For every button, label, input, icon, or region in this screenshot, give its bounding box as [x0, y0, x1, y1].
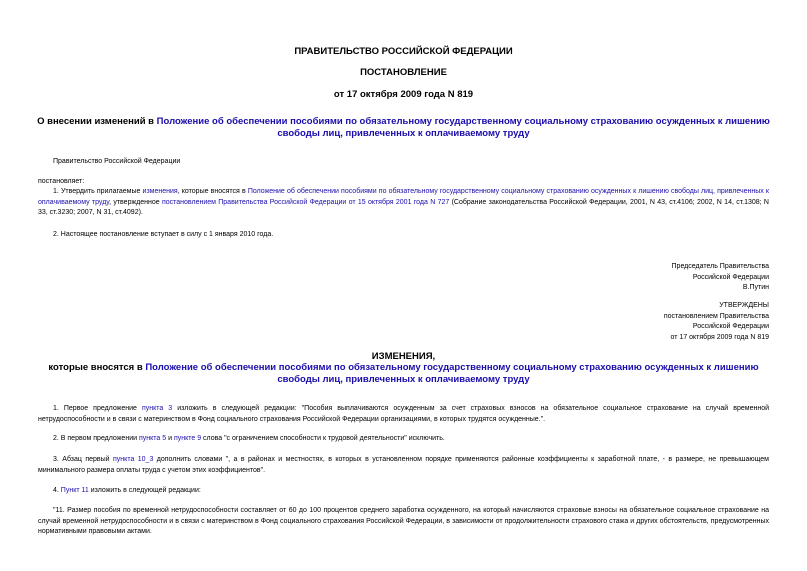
changes-prefix: которые вносятся в: [48, 362, 146, 373]
c3-text-a: 3. Абзац первый: [53, 456, 114, 463]
c4-text-a: 4.: [53, 487, 61, 494]
changes-link[interactable]: Положение об обеспечении пособиями по обязательному государственному социальному страхованию осужденных к лишению свободы лиц, привлеченных к оплачиваемому труду: [145, 362, 759, 385]
document-type: ПОСТАНОВЛЕНИЕ: [360, 67, 447, 78]
p1-link-resolution[interactable]: постановлением Правительства Российской Федерации от 15 октября 2001 года N 727: [161, 198, 450, 206]
paragraph-1: [38, 187, 769, 219]
signature-country: Российской Федерации: [692, 273, 769, 281]
approved-line-2: постановлением Правительства: [663, 312, 769, 320]
c2-link-2[interactable]: пункте 9: [173, 435, 202, 442]
change-5: "11. Размер пособия по временной нетрудоспособности составляет от 60 до 100 процентов среднего заработка осужденного, на который начисляются страховые взносы на обязательное социальное страхование на случай временной нетрудоспособности и в связи с материнством в Фонд социального страхования Российской Федерации, в зависимости от продолжительности страхового стажа и других обстоятельств, предусмотренных нормативными правовыми актами.: [38, 507, 769, 535]
title-prefix: О внесении изменений в: [37, 116, 157, 127]
approved-line-4: от 17 октября 2009 года N 819: [670, 333, 769, 341]
change-1: [38, 404, 769, 425]
government-line: Правительство Российской Федерации: [53, 158, 181, 165]
c2-link-1[interactable]: пункта 5: [138, 435, 167, 442]
c2-text-b: и: [166, 435, 174, 442]
change-2: [53, 434, 445, 445]
document-title: [32, 116, 775, 140]
document-date: от 17 октября 2009 года N 819: [333, 89, 474, 100]
c2-text-a: 2. В первом предложении: [53, 435, 139, 442]
changes-subtitle: [32, 362, 775, 386]
c1-link[interactable]: пункта 3: [141, 405, 173, 412]
signature-name: В.Путин: [742, 284, 769, 291]
p1-link-regulation[interactable]: Положение об обеспечении пособиями по обязательному государственному социальному страхованию осужденных к лишению свободы лиц, привлеченных к оплачиваемому труду: [38, 188, 769, 206]
c3-text-b: дополнить словами ", а в районах и местностях, в которых в установленном порядке применяются районные коэффициенты к заработной плате, - в размере, не превышающем минимального размера оплаты труда с учетом этих коэффициентов".: [38, 456, 769, 474]
c3-link[interactable]: пункта 10_3: [113, 456, 154, 463]
p1-text-d: (Собрание законодательства Российской Федерации, 2001, N 43, ст.4106; 2002, N 14, ст.1308; N 33, ст.3230; 2007, N 31, ст.4092).: [38, 198, 769, 216]
title-link[interactable]: Положение об обеспечении пособиями по обязательному государственному социальному страхованию осужденных к лишению свободы лиц, привлеченных к оплачиваемому труду: [156, 116, 770, 139]
paragraph-2: 2. Настоящее постановление вступает в силу с 1 января 2010 года.: [53, 231, 274, 238]
c2-text-c: слова "с ограничением способности к трудовой деятельности" исключить.: [201, 435, 445, 442]
p1-text-c: , утвержденное: [109, 198, 162, 206]
signature-title: Председатель Правительства: [671, 263, 769, 270]
signature-block: [569, 262, 769, 294]
approved-title: УТВЕРЖДЕНЫ: [719, 302, 769, 309]
c1-text-a: 1. Первое предложение: [53, 405, 142, 412]
p1-text-b: , которые вносятся в: [177, 188, 248, 195]
change-3: [38, 455, 769, 476]
approved-block: [569, 301, 769, 343]
c4-text-b: изложить в следующей редакции:: [88, 487, 201, 494]
p1-text-a: 1. Утвердить прилагаемые: [53, 188, 143, 195]
c4-link[interactable]: Пункт 11: [60, 487, 89, 494]
changes-title: ИЗМЕНЕНИЯ,: [371, 351, 436, 362]
resolves-line: постановляет:: [38, 178, 85, 185]
change-4: [53, 486, 201, 497]
government-heading: ПРАВИТЕЛЬСТВО РОССИЙСКОЙ ФЕДЕРАЦИИ: [294, 46, 513, 57]
p1-link-changes[interactable]: изменения: [142, 188, 178, 195]
c1-text-b: изложить в следующей редакции: "Пособия выплачиваются осужденным за счет страховых взносов на обязательное социальное страхование на случай временной нетрудоспособности и в связи с материнством в Фонд социального страхования Российской Федерации организациями, в которых трудятся осужденные.".: [38, 405, 770, 423]
approved-line-3: Российской Федерации: [692, 323, 769, 330]
